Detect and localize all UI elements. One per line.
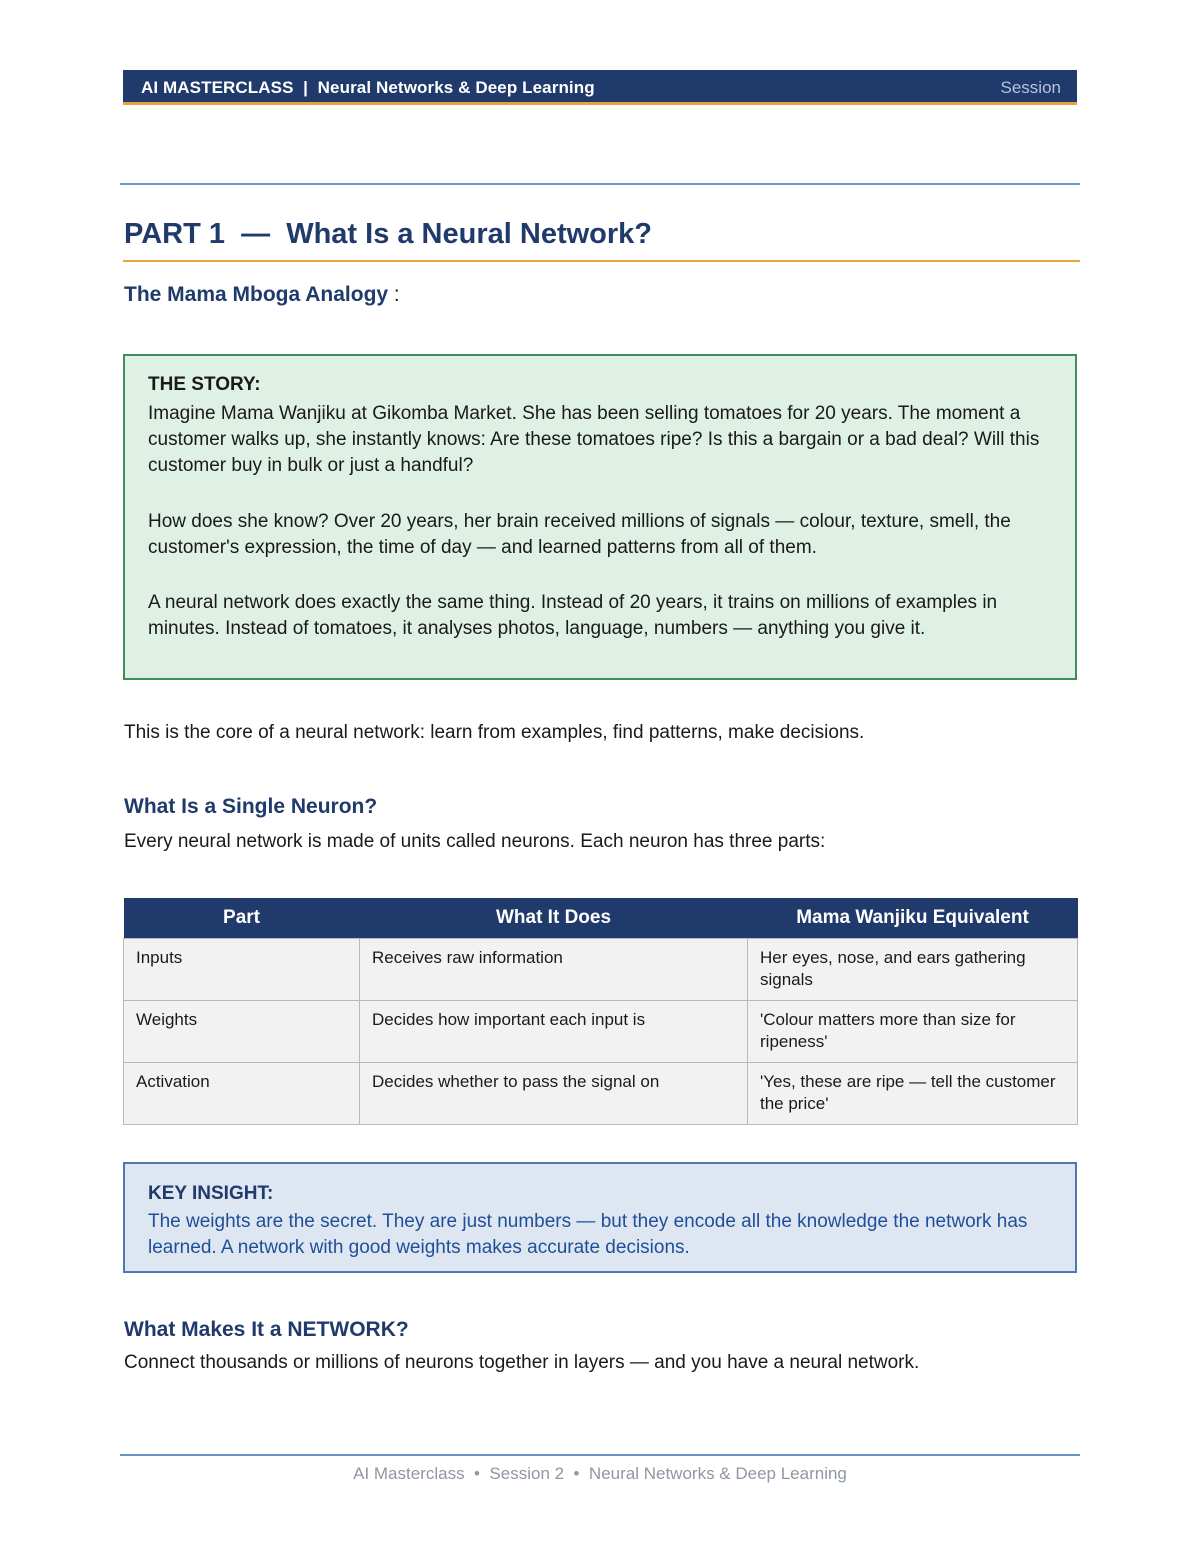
- table-cell: 'Colour matters more than size for ripeness': [748, 1001, 1078, 1063]
- divider-bottom: [120, 1454, 1080, 1456]
- neuron-parts-table: [123, 898, 1078, 1125]
- analogy-heading-colon: :: [388, 283, 400, 306]
- neuron-heading: What Is a Single Neuron?: [124, 795, 378, 818]
- table-cell: Receives raw information: [360, 939, 748, 1001]
- table-cell: Inputs: [124, 939, 360, 1001]
- table-header-part: Part: [124, 898, 360, 939]
- running-header: [123, 70, 1077, 105]
- table-row: [124, 1001, 1078, 1063]
- table-header-equivalent: Mama Wanjiku Equivalent: [748, 898, 1078, 939]
- header-session-label: Session: [1000, 78, 1061, 97]
- page-footer: AI Masterclass • Session 2 • Neural Networks & Deep Learning: [353, 1464, 847, 1483]
- table-header-row: [124, 898, 1078, 939]
- table-cell: Decides how important each input is: [360, 1001, 748, 1063]
- divider-top: [120, 183, 1080, 185]
- table-cell: Her eyes, nose, and ears gathering signals: [748, 939, 1078, 1001]
- network-text: Connect thousands or millions of neurons together in layers — and you have a neural network.: [124, 1352, 920, 1373]
- story-paragraph-2: How does she know? Over 20 years, her brain received millions of signals — colour, texture, smell, the customer's expression, the time of day — and learned patterns from all of them.: [148, 511, 1011, 558]
- network-heading: What Makes It a NETWORK?: [124, 1318, 409, 1341]
- header-course-title: AI MASTERCLASS | Neural Networks & Deep Learning: [141, 78, 595, 97]
- table-row: [124, 1063, 1078, 1125]
- analogy-heading-text: The Mama Mboga Analogy: [124, 283, 389, 306]
- table-cell: Decides whether to pass the signal on: [360, 1063, 748, 1125]
- story-label: THE STORY:: [148, 374, 261, 395]
- title-underline: [123, 260, 1080, 262]
- analogy-heading: [124, 283, 400, 307]
- table-cell: 'Yes, these are ripe — tell the customer the price': [748, 1063, 1078, 1125]
- key-insight-callout: [123, 1162, 1077, 1273]
- insight-text: The weights are the secret. They are just numbers — but they encode all the knowledge the network has learned. A network with good weights makes accurate decisions.: [148, 1211, 1028, 1258]
- table-cell: Weights: [124, 1001, 360, 1063]
- part-title: PART 1 — What Is a Neural Network?: [124, 218, 653, 250]
- core-summary: This is the core of a neural network: learn from examples, find patterns, make decisions.: [124, 722, 865, 743]
- story-paragraph-1: Imagine Mama Wanjiku at Gikomba Market. She has been selling tomatoes for 20 years. The moment a customer walks up, she instantly knows: Are these tomatoes ripe? Is this a bargain or a bad deal? Will this customer buy in bulk or just a handful?: [148, 403, 1040, 476]
- neuron-intro: Every neural network is made of units called neurons. Each neuron has three parts:: [124, 831, 826, 852]
- story-paragraph-3: A neural network does exactly the same thing. Instead of 20 years, it trains on millions of examples in minutes. Instead of tomatoes, it analyses photos, language, numbers — anything you give it.: [148, 592, 998, 639]
- table-header-what-it-does: What It Does: [360, 898, 748, 939]
- table-cell: Activation: [124, 1063, 360, 1125]
- insight-label: KEY INSIGHT:: [148, 1183, 274, 1204]
- table-row: [124, 939, 1078, 1001]
- story-callout: [123, 354, 1077, 680]
